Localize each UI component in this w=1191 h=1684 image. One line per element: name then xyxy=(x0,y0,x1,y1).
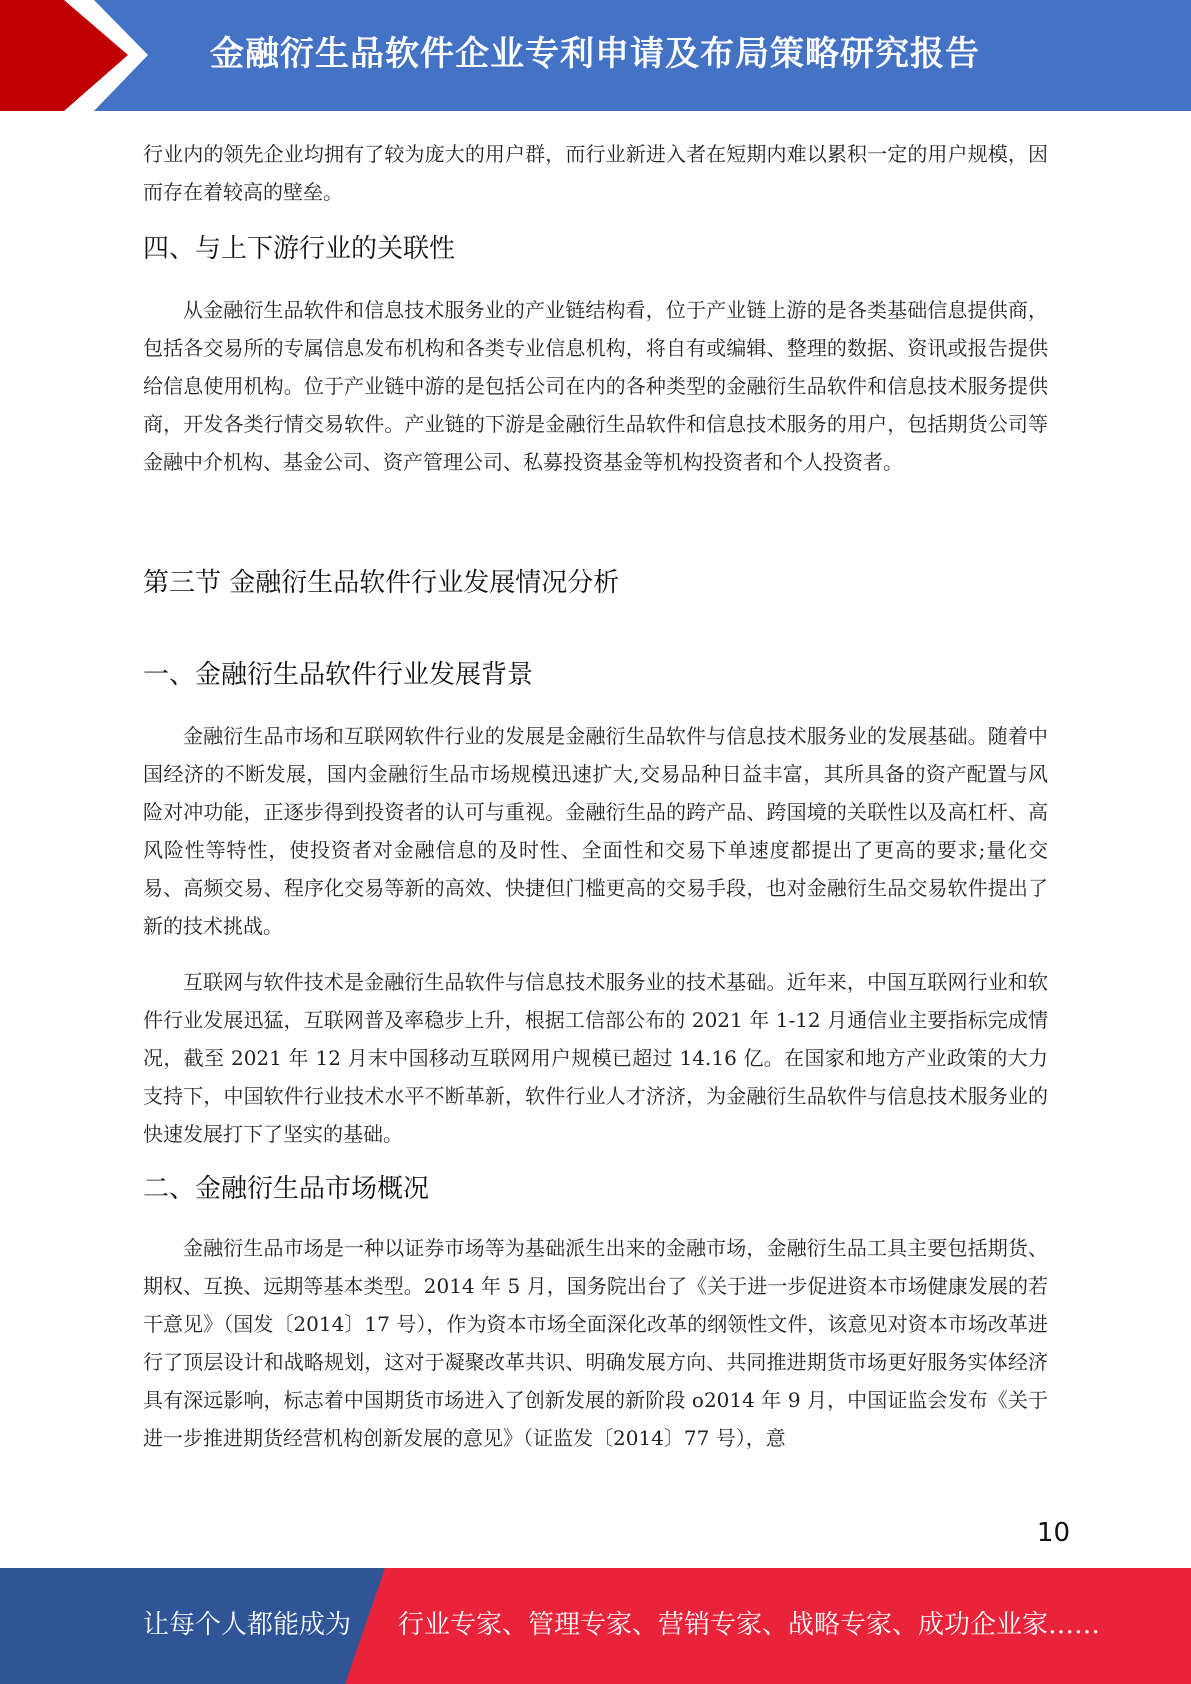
paragraph-continuation: 行业内的领先企业均拥有了较为庞大的用户群，而行业新进入者在短期内难以累积一定的用户规模，因而存在着较高的壁垒。 xyxy=(143,142,1048,204)
paragraph-derivatives-market: 金融衍生品市场是一种以证券市场等为基础派生出来的金融市场，金融衍生品工具主要包括期货、期权、互换、远期等基本类型。2014 年 5 月，国务院出台了《关于进一步促进资本市场健康发展的若干意见》（国发〔2014〕17 号），作为资本市场全面深化改革的纲领性文件，该意见对资本市场改革进行了顶层设计和战略规划，这对于凝聚改革共识、明确发展方向、共同推进期货市场更好服务实体经济具有深远影响，标志着中国期货市场进入了创新发展的新阶段 o2014 年 9 月，中国证监会发布《关于进一步推进期货经营机构创新发展的意见》（证监发〔2014〕77 号），意 xyxy=(143,1236,1048,1450)
paragraph-industry-chain: 从金融衍生品软件和信息技术服务业的产业链结构看，位于产业链上游的是各类基础信息提供商，包括各交易所的专属信息发布机构和各类专业信息机构，将自有或编辑、整理的数据、资讯或报告提供给信息使用机构。位于产业链中游的是包括公司在内的各种类型的金融衍生品软件和信息技术服务提供商，开发各类行情交易软件。产业链的下游是金融衍生品软件和信息技术服务的用户，包括期货公司等金融中介机构、基金公司、资产管理公司、私募投资基金等机构投资者和个人投资者。 xyxy=(143,298,1048,474)
heading-market-overview: 二、金融衍生品市场概况 xyxy=(143,1174,430,1204)
red-chevron-decoration xyxy=(0,0,150,111)
page-header xyxy=(0,0,1191,111)
page-footer xyxy=(0,1568,1191,1684)
report-title: 金融衍生品软件企业专利申请及布局策略研究报告 xyxy=(210,34,980,74)
section-heading-section3: 第三节 金融衍生品软件行业发展情况分析 xyxy=(143,568,620,598)
paragraph-market-foundation: 金融衍生品市场和互联网软件行业的发展是金融衍生品软件与信息技术服务业的发展基础。随着中国经济的不断发展，国内金融衍生品市场规模迅速扩大,交易品种日益丰富，其所具备的资产配置与风险对冲功能，正逐步得到投资者的认可与重视。金融衍生品的跨产品、跨国境的关联性以及高杠杆、高风险性等特性，使投资者对金融信息的及时性、全面性和交易下单速度都提出了更高的要求;量化交易、高频交易、程序化交易等新的高效、快捷但门槛更高的交易手段，也对金融衍生品交易软件提出了新的技术挑战。 xyxy=(143,724,1048,938)
paragraph-technology-foundation: 互联网与软件技术是金融衍生品软件与信息技术服务业的技术基础。近年来，中国互联网行业和软件行业发展迅猛，互联网普及率稳步上升，根据工信部公布的 2021 年 1-12 月通信业主要指标完成情况，截至 2021 年 12 月末中国移动互联网用户规模已超过 14.16 亿。在国家和地方产业政策的大力支持下，中国软件行业技术水平不断革新，软件行业人才济济，为金融衍生品软件与信息技术服务业的快速发展打下了坚实的基础。 xyxy=(143,970,1048,1146)
heading-upstream-downstream: 四、与上下游行业的关联性 xyxy=(143,234,456,264)
heading-development-background: 一、金融衍生品软件行业发展背景 xyxy=(143,660,534,690)
document-body xyxy=(143,135,1048,1457)
footer-slogan-left: 让每个人都能成为 xyxy=(143,1610,352,1640)
footer-slogan-right: 行业专家、管理专家、营销专家、战略专家、成功企业家…… xyxy=(398,1610,1101,1640)
page-number: 10 xyxy=(1036,1518,1070,1548)
